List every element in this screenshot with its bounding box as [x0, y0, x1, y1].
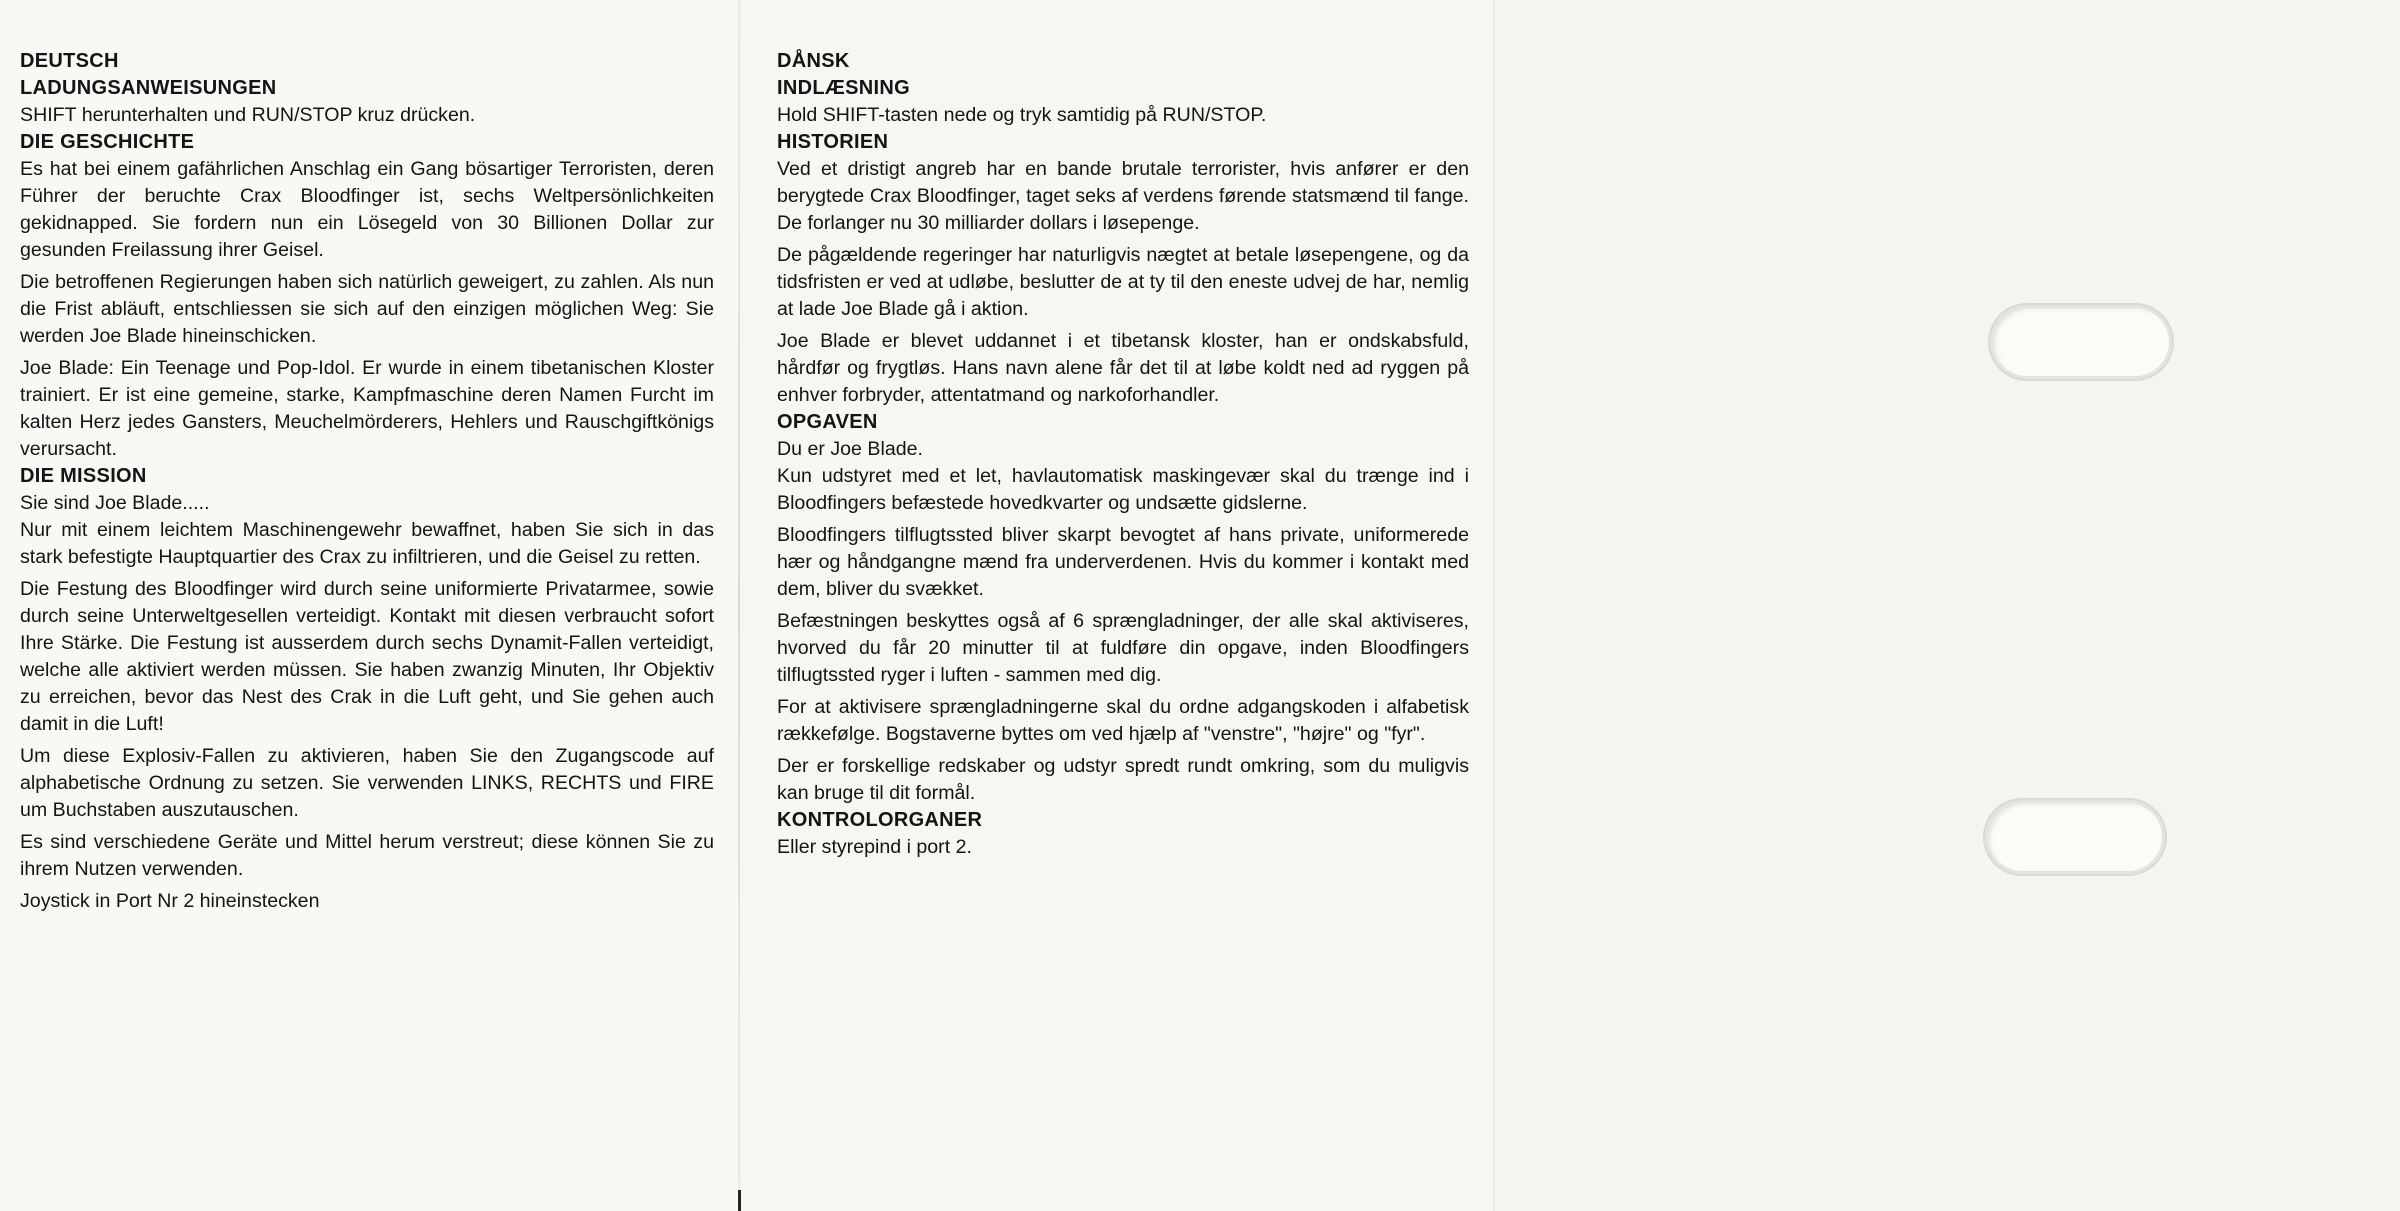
german-mission-paragraph: Nur mit einem leichtem Maschinengewehr bewaffnet, haben Sie sich in das stark befestigte Hauptquartier des Crax zu infiltrieren, und die Geisel zu retten. — [20, 519, 714, 568]
fold-mark — [738, 1190, 741, 1211]
danish-story-paragraph: Joe Blade er blevet uddannet i et tibetansk kloster, han er ondskabsfuld, hårdfør og frygtløs. Hans navn alene får det til at løbe koldt ned ad ryggen på enhver forbryder, attentatmand og narkoforhandler. — [777, 330, 1469, 406]
german-mission-heading: DIE MISSION — [20, 465, 147, 487]
danish-controls-text: Eller styrepind i port 2. — [777, 836, 972, 858]
danish-task-paragraph: For at aktivisere sprængladningerne skal du ordne adgangskoden i alfabetisk rækkefølge. Bogstaverne byttes om ved hjælp af "venstre", "højre" og "fyr". — [777, 696, 1469, 745]
danish-task-heading: OPGAVEN — [777, 411, 878, 433]
danish-task-paragraph: Der er forskellige redskaber og udstyr spredt rundt omkring, som du muligvis kan bruge til dit formål. — [777, 755, 1469, 804]
german-mission-paragraph: Es sind verschiedene Geräte und Mittel herum verstreut; diese können Sie zu ihrem Nutzen verwenden. — [20, 831, 714, 880]
german-joystick-note: Joystick in Port Nr 2 hineinstecken — [20, 890, 320, 912]
german-loading-text: SHIFT herunterhalten und RUN/STOP kruz drücken. — [20, 104, 476, 126]
blank-flap-panel — [1495, 0, 2400, 1211]
fold-crease — [1493, 0, 1495, 1211]
german-loading-heading: LADUNGSANWEISUNGEN — [20, 77, 277, 99]
german-story-paragraph: Joe Blade: Ein Teenage und Pop-Idol. Er wurde in einem tibetanischen Kloster trainiert. Er ist eine gemeine, starke, Kampfmaschine deren Namen Furcht im kalten Herz jedes Gansters, Meuchelmörderers, Hehlers und Rauschgiftkönigs verursacht. — [20, 357, 714, 460]
tab-slot-lower — [1985, 800, 2165, 874]
danish-language-heading: DÅNSK — [777, 50, 850, 72]
german-panel — [0, 0, 740, 1211]
danish-text-column — [777, 48, 1469, 866]
german-text-column — [20, 48, 714, 920]
german-mission-paragraph: Um diese Explosiv-Fallen zu aktivieren, haben Sie den Zugangscode auf alphabetische Ordnung zu setzen. Sie verwenden LINKS, RECHTS und FIRE um Buchstaben auszutauschen. — [20, 745, 714, 821]
german-story-paragraph: Es hat bei einem gafährlichen Anschlag ein Gang bösartiger Terroristen, deren Führer der beruchte Crax Bloodfinger ist, sechs Weltpersönlichkeiten gekidnapped. Sie fordern nun ein Lösegeld von 30 Billionen Dollar zur gesunden Freilassung ihrer Geisel. — [20, 158, 714, 261]
german-language-heading: DEUTSCH — [20, 50, 119, 72]
german-mission-paragraph: Die Festung des Bloodfinger wird durch seine uniformierte Privatarmee, sowie durch seine Unterweltgesellen verteidigt. Kontakt mit diesen verbraucht sofort Ihre Stärke. Die Festung ist ausserdem durch sechs Dynamit-Fallen verteidigt, welche alle aktiviert werden müssen. Sie haben zwanzig Minuten, Ihr Objektiv zu erreichen, bevor das Nest des Crak in die Luft geht, und Sie gehen auch damit in die Luft! — [20, 578, 714, 735]
danish-task-paragraph: Bloodfingers tilflugtssted bliver skarpt bevogtet af hans private, uniformerede hær og håndgangne mænd fra underverdenen. Hvis du kommer i kontakt med dem, bliver du svækket. — [777, 524, 1469, 600]
danish-controls-heading: KONTROLORGANER — [777, 809, 983, 831]
danish-task-paragraph: Kun udstyret med et let, havlautomatisk maskingevær skal du trænge ind i Bloodfingers befæstede hovedkvarter og undsætte gidslerne. — [777, 465, 1469, 514]
tab-slot-upper — [1990, 305, 2172, 379]
danish-loading-heading: INDLÆSNING — [777, 77, 910, 99]
german-story-heading: DIE GESCHICHTE — [20, 131, 195, 153]
german-story-paragraph: Die betroffenen Regierungen haben sich natürlich geweigert, zu zahlen. Als nun die Frist abläuft, entschliessen sie sich auf den einzigen möglichen Weg: Sie werden Joe Blade hineinschicken. — [20, 271, 714, 347]
danish-story-paragraph: Ved et dristigt angreb har en bande brutale terrorister, hvis anfører er den berygtede Crax Bloodfinger, taget seks af verdens førende statsmænd til fange. De forlanger nu 30 milliarder dollars i løsepenge. — [777, 158, 1469, 234]
danish-loading-text: Hold SHIFT-tasten nede og tryk samtidig på RUN/STOP. — [777, 104, 1267, 126]
fold-crease — [738, 0, 740, 1211]
danish-story-heading: HISTORIEN — [777, 131, 889, 153]
danish-story-paragraph: De pågældende regeringer har naturligvis nægtet at betale løsepengene, og da tidsfristen er ved at udløbe, beslutter de at ty til den eneste udvej de har, nemlig at lade Joe Blade gå i aktion. — [777, 244, 1469, 320]
danish-task-paragraph: Befæstningen beskyttes også af 6 sprængladninger, der alle skal aktiviseres, hvorved du får 20 minutter til at fuldføre din opgave, inden Bloodfingers tilflugtssted ryger i luften - sammen med dig. — [777, 610, 1469, 686]
german-mission-paragraph: Sie sind Joe Blade..... — [20, 492, 210, 514]
danish-task-paragraph: Du er Joe Blade. — [777, 438, 923, 460]
